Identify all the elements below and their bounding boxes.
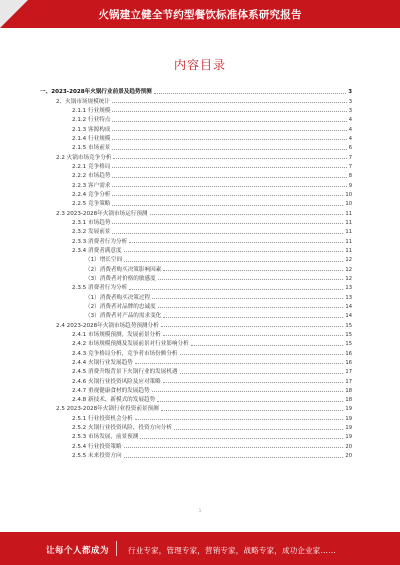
toc-leader-dots (124, 447, 344, 448)
toc-entry-page: 8 (348, 173, 352, 180)
toc-entry-title: 2.1.5 市场前景 (72, 145, 111, 152)
toc-leader-dots (180, 354, 344, 355)
toc-entry-title: 2.2.3 客户需求 (72, 182, 111, 189)
toc-entry[interactable] (40, 450, 352, 459)
toc-entry[interactable] (40, 263, 352, 272)
toc-entry-page: 16 (345, 350, 352, 357)
toc-entry[interactable] (40, 226, 352, 235)
toc-entry[interactable] (40, 394, 352, 403)
footer-slogan: 让每个人都成为 (46, 546, 110, 556)
toc-entry-page: 12 (345, 266, 352, 273)
toc-entry[interactable] (40, 366, 352, 375)
toc-entry-page: 7 (348, 154, 352, 161)
toc-entry[interactable] (40, 179, 352, 188)
toc-entry-title: 2.5.5 未来投资方向 (72, 453, 122, 460)
toc-entry-title: 2.1.3 客源构成 (72, 126, 111, 133)
toc-leader-dots (113, 158, 346, 159)
toc-leader-dots (174, 429, 343, 430)
toc-leader-dots (112, 205, 343, 206)
toc-entry-page: 4 (348, 126, 352, 133)
toc-entry[interactable] (40, 198, 352, 207)
toc-heading: 内容目录 (173, 58, 226, 72)
toc-entry-page: 19 (345, 415, 352, 422)
toc-leader-dots (161, 410, 344, 411)
toc-entry-title: 2.4.5 消费升级背景下火锅行业的发展机遇 (72, 369, 178, 376)
toc-entry[interactable] (40, 86, 352, 95)
toc-leader-dots (135, 419, 344, 420)
toc-leader-dots (158, 279, 344, 280)
toc-entry[interactable] (40, 217, 352, 226)
toc-leader-dots (150, 214, 344, 215)
header-bar (0, 0, 400, 28)
toc-leader-dots (154, 93, 347, 94)
toc-entry-title: 2.5.3 市场发展，前景预测 (72, 434, 139, 441)
toc-entry-page: 11 (345, 247, 352, 254)
toc-entry-page: 11 (345, 229, 352, 236)
toc-entry[interactable] (40, 329, 352, 338)
toc-entry-title: （3）消费者对价格的敏感度 (85, 275, 156, 282)
toc-entry[interactable] (40, 385, 352, 394)
toc-leader-dots (112, 177, 346, 178)
toc-entry-title: 2.2 火锅市场竞争分析 (56, 154, 112, 161)
toc-leader-dots (112, 223, 343, 224)
toc-entry-page: 6 (348, 145, 352, 152)
toc-entry-page: 15 (345, 322, 352, 329)
toc-entry[interactable] (40, 123, 352, 132)
toc-leader-dots (124, 251, 344, 252)
toc-leader-dots (112, 139, 346, 140)
toc-entry-page: 14 (345, 303, 352, 310)
toc-leader-dots (163, 382, 344, 383)
toc-leader-dots (135, 363, 344, 364)
toc-leader-dots (112, 102, 347, 103)
toc-entry-page: 17 (345, 378, 352, 385)
toc-entry[interactable] (40, 431, 352, 440)
toc-entry-page: 3 (348, 89, 352, 96)
toc-entry-title: 2.4.4 火锅行业发展趋势 (72, 359, 133, 366)
toc-entry[interactable] (40, 319, 352, 328)
toc-entry-title: 2.3.5 消费者行为分析 (72, 285, 128, 292)
toc-entry-page: 12 (345, 257, 352, 264)
toc-entry-title: （1）消费者购买决策过程 (85, 294, 151, 301)
toc-entry-page: 17 (345, 369, 352, 376)
toc-leader-dots (112, 195, 343, 196)
toc-entry-title: 2、火锅市场规模统计 (56, 98, 110, 105)
toc-entry-page: 13 (345, 285, 352, 292)
table-of-contents (40, 86, 352, 459)
toc-entry[interactable] (40, 282, 352, 291)
toc-entry-title: 2.4.6 火锅行业投资风险及应对策略 (72, 378, 161, 385)
toc-leader-dots (163, 335, 344, 336)
toc-entry-title: 2.5.1 行业投资机会分析 (72, 415, 133, 422)
toc-leader-dots (112, 186, 346, 187)
toc-entry[interactable] (40, 207, 352, 216)
toc-entry-page: 20 (345, 453, 352, 460)
toc-entry-page: 11 (345, 219, 352, 226)
toc-entry-page: 10 (345, 191, 352, 198)
toc-leader-dots (112, 111, 346, 112)
toc-entry-page: 11 (345, 238, 352, 245)
toc-entry[interactable] (40, 440, 352, 449)
toc-leader-dots (112, 167, 346, 168)
toc-entry-title: 2.2.1 竞争格局 (72, 163, 111, 170)
toc-entry[interactable] (40, 189, 352, 198)
toc-entry[interactable] (40, 357, 352, 366)
toc-entry[interactable] (40, 301, 352, 310)
toc-entry-title: 2.3.3 消费者行为分析 (72, 238, 128, 245)
toc-entry-title: 2.4.7 重视健康食材的发展趋势 (72, 387, 150, 394)
toc-entry-title: 2.4.8 新技术、新模式的发展趋势 (72, 397, 156, 404)
toc-entry-title: 2.2.4 竞争分析 (72, 191, 111, 198)
toc-entry-title: 2.5.2 火锅行业投资风险，投资方向分析 (72, 425, 172, 432)
toc-entry[interactable] (40, 291, 352, 300)
toc-entry[interactable] (40, 133, 352, 142)
toc-entry-page: 3 (348, 98, 352, 105)
toc-entry-page: 15 (345, 341, 352, 348)
toc-leader-dots (129, 242, 343, 243)
toc-entry-title: 2.4.3 竞争格局分析，竞争者市场份额分析 (72, 350, 178, 357)
toc-entry-page: 16 (345, 359, 352, 366)
toc-entry-page: 10 (345, 201, 352, 208)
toc-leader-dots (112, 149, 346, 150)
toc-entry-page: 20 (345, 443, 352, 450)
toc-entry-title: （3）消费者对产品的需求变化 (85, 313, 162, 320)
toc-entry[interactable] (40, 254, 352, 263)
toc-entry-page: 13 (345, 294, 352, 301)
toc-entry-title: 2.4.1 市场规模预测，发展前景分析 (72, 331, 161, 338)
toc-entry[interactable] (40, 142, 352, 151)
toc-entry-title: （2）消费者对品牌的忠诚度 (85, 303, 156, 310)
toc-entry-page: 9 (348, 182, 352, 189)
toc-entry-page: 7 (348, 163, 352, 170)
toc-leader-dots (112, 233, 343, 234)
toc-entry-page: 18 (345, 387, 352, 394)
toc-entry[interactable] (40, 310, 352, 319)
toc-leader-dots (124, 261, 343, 262)
toc-entry-title: 2.5.4 行业投资策略 (72, 443, 122, 450)
toc-entry-title: 2.4 2023-2028年火锅市场趋势预测分析 (56, 322, 159, 329)
toc-leader-dots (191, 345, 344, 346)
toc-leader-dots (124, 457, 344, 458)
toc-leader-dots (161, 326, 344, 327)
toc-leader-dots (112, 121, 346, 122)
toc-entry-title: （1）增长空间 (85, 257, 123, 264)
toc-entry-title: 2.1.1 行业规模 (72, 107, 111, 114)
toc-entry[interactable] (40, 235, 352, 244)
toc-entry[interactable] (40, 105, 352, 114)
toc-entry-page: 15 (345, 331, 352, 338)
toc-entry[interactable] (40, 170, 352, 179)
toc-entry[interactable] (40, 245, 352, 254)
toc-leader-dots (129, 289, 343, 290)
toc-leader-dots (180, 373, 344, 374)
toc-entry[interactable] (40, 273, 352, 282)
toc-entry-page: 18 (345, 397, 352, 404)
toc-entry[interactable] (40, 161, 352, 170)
toc-entry[interactable] (40, 375, 352, 384)
toc-leader-dots (158, 307, 344, 308)
toc-entry[interactable] (40, 338, 352, 347)
toc-leader-dots (112, 130, 346, 131)
toc-entry-page: 12 (345, 275, 352, 282)
toc-entry-page: 11 (345, 210, 352, 217)
footer-bar (0, 532, 400, 565)
toc-entry[interactable] (40, 412, 352, 421)
toc-leader-dots (163, 270, 343, 271)
toc-leader-dots (140, 438, 343, 439)
toc-leader-dots (152, 391, 344, 392)
toc-entry[interactable] (40, 151, 352, 160)
toc-entry-page: 3 (348, 107, 352, 114)
toc-entry[interactable] (40, 347, 352, 356)
footer-divider (116, 541, 117, 556)
toc-entry-title: 2.5 2023-2028年火锅行业投资前景预测 (56, 406, 159, 413)
toc-entry-title: 2.3.2 发展前景 (72, 229, 111, 236)
toc-entry-title: 2.1.2 行业特点 (72, 117, 111, 124)
toc-entry-title: 2.2.2 市场趋势 (72, 173, 111, 180)
toc-entry-page: 19 (345, 406, 352, 413)
toc-entry-page: 19 (345, 434, 352, 441)
toc-entry-title: 2.3.1 市场趋势 (72, 219, 111, 226)
toc-entry-title: （2）消费者购买决策影响因素 (85, 266, 162, 273)
toc-entry-title: 一、2023-2028年火锅行业前景及趋势预测 (40, 89, 152, 96)
toc-entry[interactable] (40, 114, 352, 123)
report-title: 火锅建立健全节约型餐饮标准体系研究报告 (98, 9, 302, 21)
toc-leader-dots (157, 401, 343, 402)
toc-entry-title: 2.3 2023-2028年火锅市场运行预测 (56, 210, 148, 217)
toc-entry[interactable] (40, 95, 352, 104)
toc-entry-title: 2.4.2 市场规模预测及发展前景对行业影响分析 (72, 341, 189, 348)
toc-entry-page: 14 (345, 313, 352, 320)
toc-entry-title: 2.3.4 消费者满意度 (72, 247, 122, 254)
toc-entry-page: 19 (345, 425, 352, 432)
toc-entry-page: 4 (348, 117, 352, 124)
toc-leader-dots (152, 298, 343, 299)
toc-entry-page: 4 (348, 135, 352, 142)
toc-entry[interactable] (40, 403, 352, 412)
toc-entry-title: 2.1.4 行业规模 (72, 135, 111, 142)
toc-entry-title: 2.2.5 竞争策略 (72, 201, 111, 208)
footer-tagline: 行业专家，管理专家，营销专家，战略专家，成功企业家…… (128, 545, 336, 555)
toc-entry[interactable] (40, 422, 352, 431)
page-number: 1 (198, 508, 202, 513)
toc-leader-dots (163, 317, 343, 318)
